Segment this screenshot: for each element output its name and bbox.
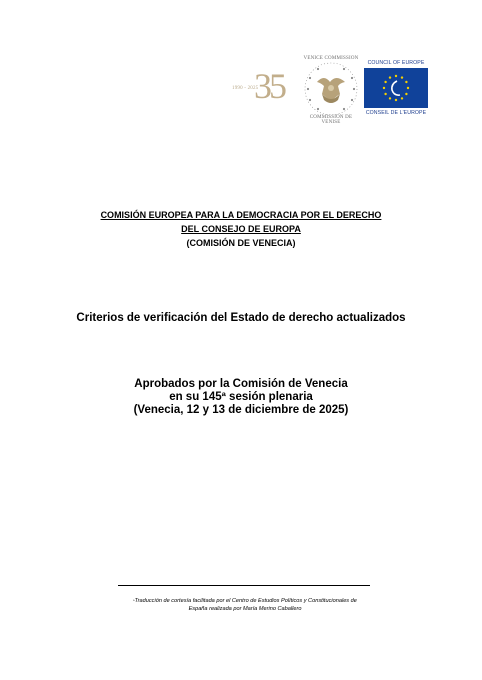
approval-line-3: (Venecia, 12 y 13 de diciembre de 2025) <box>133 404 349 416</box>
header-line-1: COMISIÓN EUROPEA PARA LA DEMOCRACIA POR EL DERECHO <box>100 210 382 220</box>
approval-line-2: en su 145ª sesión plenaria <box>169 391 313 403</box>
venice-commission-seal <box>300 56 362 125</box>
header-line-2: DEL CONSEJO DE EUROPA <box>181 224 301 234</box>
venice-seal-top-text: VENICE COMMISSION <box>303 56 359 61</box>
coe-bottom-text: CONSEIL DE L'EUROPE <box>365 110 427 116</box>
footnote-line-2: España realizada por María Merino Caballero <box>188 606 302 612</box>
translation-footnote <box>100 597 390 613</box>
coe-stars-icon <box>364 68 428 108</box>
footnote-marker: * <box>133 598 135 603</box>
document-title: Criterios de verificación del Estado de derecho actualizados <box>76 312 406 324</box>
coe-flag <box>364 68 428 108</box>
approval-line-1: Aprobados por la Comisión de Venecia <box>134 378 348 390</box>
footnote-separator <box>118 585 370 586</box>
anniversary-logo <box>232 60 296 110</box>
coe-top-text: COUNCIL OF EUROPE <box>367 60 425 66</box>
venice-seal-bottom-text: COMMISSION DE VENISE <box>309 115 353 125</box>
anniversary-number: 35 <box>254 66 284 106</box>
council-of-europe-logo <box>364 60 428 114</box>
footnote-line-1: Traducción de cortesía facilitada por el Centro de Estudios Políticos y Constitucionales de <box>134 598 357 604</box>
winged-lion-icon <box>300 56 362 122</box>
approval-statement <box>0 378 482 417</box>
institution-header <box>0 208 482 250</box>
anniversary-years: 1990 - 2025 <box>232 86 259 91</box>
header-line-3: (COMISIÓN DE VENECIA) <box>186 238 296 248</box>
